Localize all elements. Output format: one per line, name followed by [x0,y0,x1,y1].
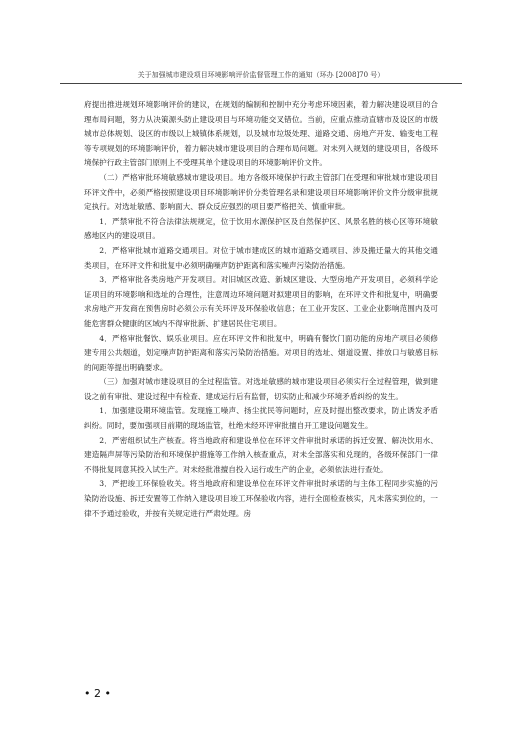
paragraph: 4．严格审批餐饮、娱乐业项目。应在环评文件和批复中，明确有餐饮门面功能的房地产项目必须修建专用公共烟道，划定噪声防护距离和落实污染防治措施。对项目的选址、烟道设置、排放口与敏感目标的间距等提出明确要求。 [84,333,438,372]
paragraph: 3．严把竣工环保验收关。将当地政府和建设单位在环评文件审批时承诺的与主体工程同步实施的污染防治设施、拆迁安置等工作纳入建设项目竣工环保验收内容，进行全面检查核实，凡未落实到位的，一律不予通过验收，并按有关规定进行严肃处理。房 [84,479,438,518]
paragraph: （三）加强对城市建设项目的全过程监管。对选址敏感的城市建设项目必须实行全过程管理，做到建设之前有审批、建设过程中有检查、建成运行后有监督，切实防止和减少环境矛盾纠纷的发生。 [84,377,438,401]
page-number: • 2 • [84,687,111,700]
paragraph: 2．严格审批城市道路交通项目。对位于城市建成区的城市道路交通项目、涉及搬迁量大的其他交通类项目，在环评文件和批复中必须明确噪声防护距离和落实噪声污染防治措施。 [84,245,438,270]
paragraph: 府提出推进规划环境影响评价的建议，在规划的编制和控制中充分考虑环境因素，着力解决建设项目的合理布局问题，努力从决策源头防止建设项目与环境功能交叉错位。当前，应重点推动直辖市及设区的市级城市总体规划、设区的市级以上城镇体系规划，以及城市垃圾处理、道路交通、房地产开发、输变电工程等专项规划的环境影响评价，着力解决城市建设项目的合理布局问题。对未列入规划的建设项目，各级环境保护行政主管部门原则上不受理其单个建设项目的环境影响评价文件。 [84,100,438,168]
paragraph: 1．严禁审批不符合法律法规规定，位于饮用水源保护区及自然保护区、风景名胜的核心区等环境敏感地区内的建设项目。 [84,216,438,241]
paragraph: （二）严格审批环境敏感城市建设项目。地方各级环境保护行政主管部门在受理和审批城市建设项目环评文件中，必须严格按照建设项目环境影响评价分类管理名录和建设项目环境影响评价文件分级审批规定执行。对选址敏感、影响面大、群众反应强烈的项目要严格把关、慎重审批。 [84,172,438,212]
paragraph: 2．严密组织试生产核查。将当地政府和建设单位在环评文件审批时承诺的拆迁安置、解决饮用水、建造隔声屏等污染防治和环境保护措施等工作纳入核查重点，对未全部落实和兑现的，各级环保部门一律不得批复同意其投入试生产。对未经批准擅自投入运行或生产的企业，必须依法进行查处。 [84,435,438,474]
paragraph: 3．严格审批各类房地产开发项目。对旧城区改造、新城区建设、大型房地产开发项目，必须科学论证项目的环境影响和选址的合理性，注意周边环境问题对拟建项目的影响，在环评文件和批复中，明确要求房地产开发商在预售房时必须公示有关环评及环保验收信息；在工业开发区、工业企业影响范围内及可能危害群众健康的区域内不得审批新、扩建居民住宅项目。 [84,275,438,328]
running-header: 关于加强城市建设项目环境影响评价监督管理工作的通知（环办 [2008]70 号） [60,70,462,84]
paragraph: 1．加强建设期环境监管。发现施工噪声、扬尘扰民等问题时，应及时提出整改要求，防止诱发矛盾纠纷。同时，要加强项目前期的现场监管，杜绝未经环评审批擅自开工建设问题发生。 [84,406,438,431]
document-body [84,98,438,521]
